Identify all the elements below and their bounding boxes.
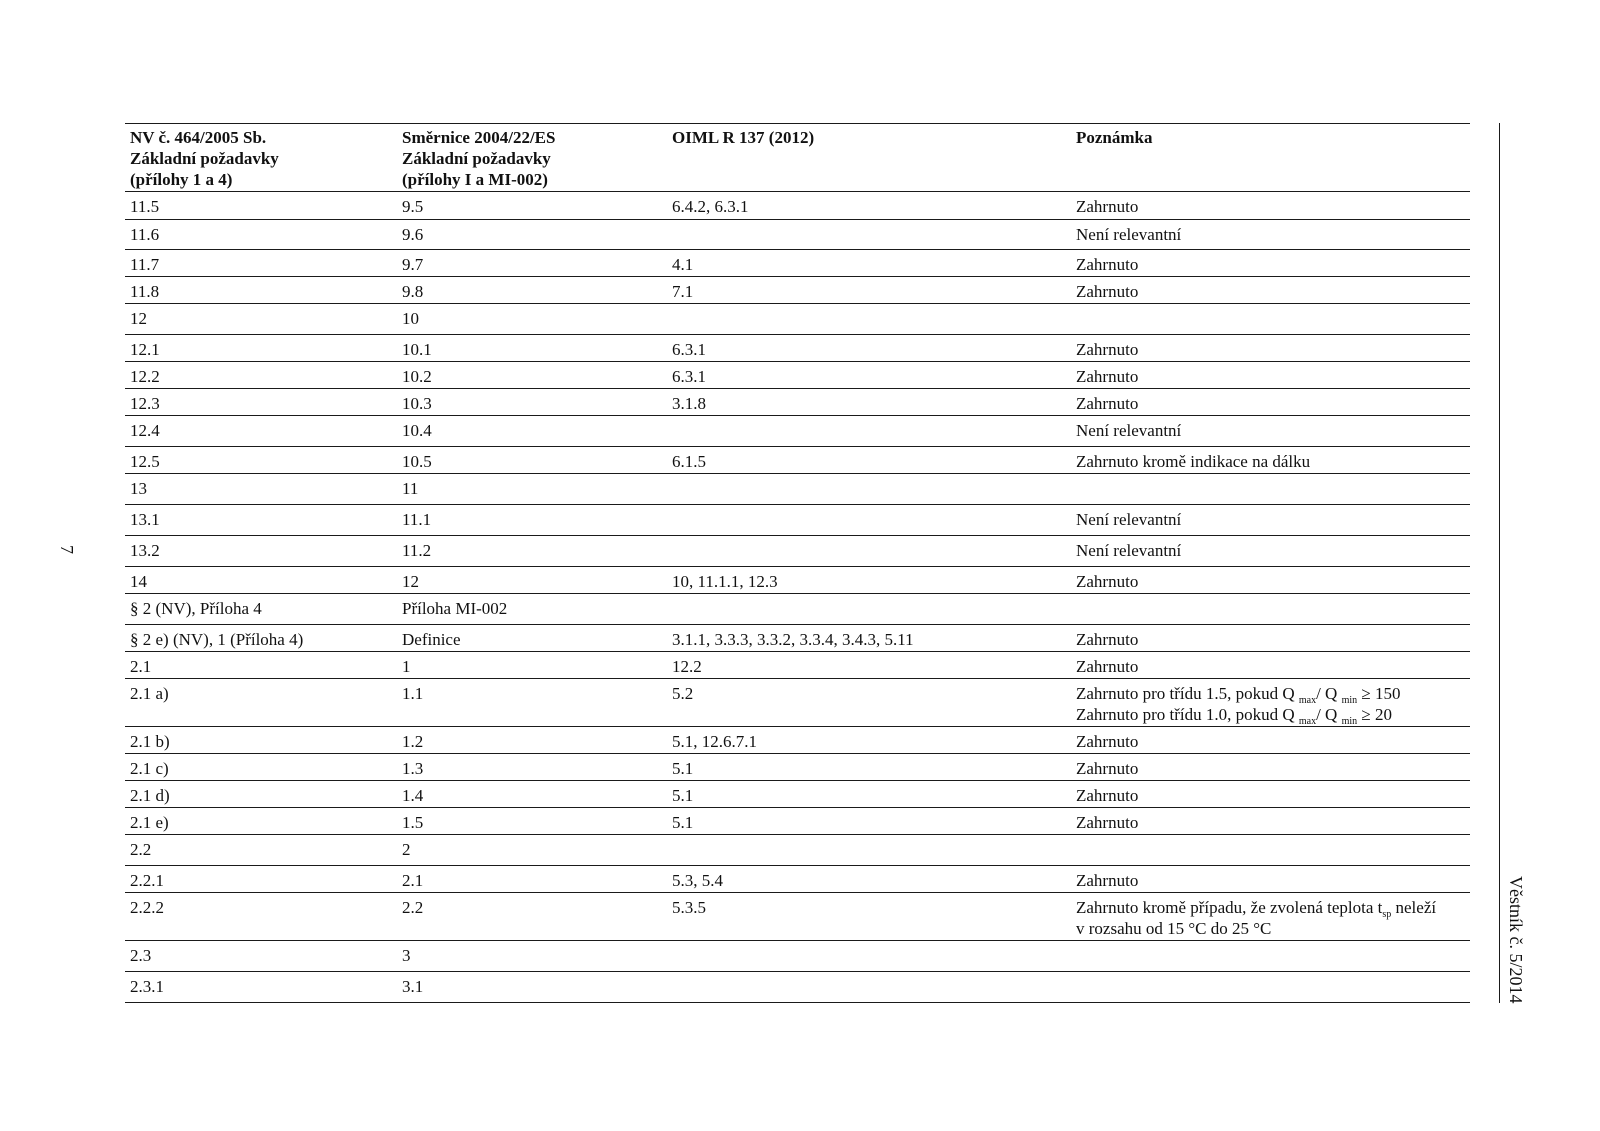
table-row	[125, 835, 1470, 866]
text-run: Zahrnuto kromě případu, že zvolená teplota t	[1076, 898, 1383, 917]
cell-nv-requirement: 12.1	[130, 340, 160, 359]
cell-note: Není relevantní	[1076, 510, 1182, 529]
table-row	[125, 893, 1470, 941]
running-header: Věstník č. 5/2014	[1506, 876, 1526, 1004]
cell-directive-requirement: 10.4	[402, 421, 432, 440]
header-cell-directive-requirement	[397, 124, 667, 191]
table-row	[125, 941, 1470, 972]
cell-nv-requirement: 2.3.1	[130, 977, 164, 996]
text-run: ≥ 20	[1357, 705, 1392, 724]
table-row	[125, 505, 1470, 536]
page-number: 7	[57, 545, 77, 554]
cell-directive-requirement: 1.1	[402, 684, 424, 703]
table-row	[125, 220, 1470, 250]
text-run: Zahrnuto pro třídu 1.5, pokud Q	[1076, 684, 1299, 703]
cell-oiml-reference	[667, 505, 1071, 535]
cell-line: Směrnice 2004/22/ES	[402, 128, 556, 147]
table-row	[125, 808, 1470, 835]
cell-directive-requirement: 11.1	[402, 510, 432, 529]
cell-oiml-reference: 10, 11.1.1, 12.3	[672, 572, 778, 591]
table-row	[125, 625, 1470, 652]
cell-oiml-reference: 4.1	[672, 255, 694, 274]
cell-line: OIML R 137 (2012)	[672, 128, 815, 147]
cell-nv-requirement: 12.3	[130, 394, 160, 413]
cell-directive-requirement: 10.3	[402, 394, 432, 413]
running-header-rule	[1499, 123, 1500, 1003]
subscript: min	[1341, 695, 1358, 706]
cell-nv-requirement: 14	[130, 572, 147, 591]
cell-line: (přílohy I a MI-002)	[402, 170, 548, 189]
cell-line: Poznámka	[1076, 128, 1153, 147]
cell-note: Zahrnuto	[1076, 759, 1139, 778]
table-row	[125, 447, 1470, 474]
cell-nv-requirement: 2.1 a)	[130, 684, 169, 703]
cell-directive-requirement: 2.1	[402, 871, 424, 890]
text-run: Zahrnuto pro třídu 1.0, pokud Q	[1076, 705, 1299, 724]
cell-oiml-reference: 3.1.8	[672, 394, 706, 413]
table-row	[125, 781, 1470, 808]
cell-note	[1071, 304, 1470, 334]
cell-note: Není relevantní	[1076, 541, 1182, 560]
text-run: ≥ 150	[1357, 684, 1401, 703]
cell-directive-requirement: 1	[402, 657, 411, 676]
cell-line: Základní požadavky	[402, 149, 551, 168]
cell-note	[1071, 972, 1470, 1002]
table-row	[125, 335, 1470, 362]
table-row	[125, 727, 1470, 754]
cell-note	[1071, 474, 1470, 504]
cell-oiml-reference	[667, 594, 1071, 624]
cell-nv-requirement: 2.1 d)	[130, 786, 170, 805]
cell-note	[1071, 594, 1470, 624]
cell-oiml-reference: 3.1.1, 3.3.3, 3.3.2, 3.3.4, 3.4.3, 5.11	[672, 630, 914, 649]
header-cell-note	[1071, 124, 1470, 191]
table-row	[125, 536, 1470, 567]
table-row	[125, 594, 1470, 625]
cell-oiml-reference	[667, 536, 1071, 566]
cell-oiml-reference	[667, 416, 1071, 446]
cell-note: Zahrnuto	[1076, 657, 1139, 676]
cell-note: Zahrnuto	[1076, 282, 1139, 301]
cell-nv-requirement: 2.2	[130, 840, 152, 859]
table-row	[125, 250, 1470, 277]
table-row	[125, 866, 1470, 893]
cell-oiml-reference	[667, 972, 1071, 1002]
cell-directive-requirement: 10.1	[402, 340, 432, 359]
cell-directive-requirement: 3.1	[402, 977, 424, 996]
cell-note	[1071, 835, 1470, 865]
cell-note	[1071, 679, 1470, 726]
table-row	[125, 416, 1470, 447]
cell-note	[1071, 893, 1470, 940]
cell-note: Zahrnuto	[1076, 394, 1139, 413]
cell-directive-requirement: 2.2	[402, 898, 424, 917]
cell-note: Zahrnuto kromě indikace na dálku	[1076, 452, 1311, 471]
text-run: neleží	[1391, 898, 1437, 917]
cell-directive-requirement: 9.8	[402, 282, 424, 301]
cell-directive-requirement: 1.2	[402, 732, 424, 751]
table-row	[125, 972, 1470, 1003]
cell-oiml-reference: 5.1	[672, 786, 694, 805]
cell-directive-requirement: 9.7	[402, 255, 424, 274]
cell-oiml-reference	[667, 220, 1071, 249]
table-row	[125, 652, 1470, 679]
cell-note: Zahrnuto	[1076, 871, 1139, 890]
cell-line	[1076, 897, 1470, 918]
cell-nv-requirement: 2.2.1	[130, 871, 164, 890]
cell-oiml-reference	[667, 941, 1071, 971]
cell-line: NV č. 464/2005 Sb.	[130, 128, 267, 147]
cell-directive-requirement: 12	[402, 572, 419, 591]
table-row	[125, 389, 1470, 416]
text-run: / Q	[1316, 705, 1342, 724]
cell-directive-requirement: 1.5	[402, 813, 424, 832]
table-row	[125, 679, 1470, 727]
cell-directive-requirement: 1.4	[402, 786, 424, 805]
cell-directive-requirement: 3	[402, 946, 411, 965]
text-run: / Q	[1316, 684, 1342, 703]
cell-nv-requirement: 12.5	[130, 452, 160, 471]
cell-note: Není relevantní	[1076, 225, 1182, 244]
subscript: max	[1298, 695, 1317, 706]
cell-directive-requirement: 10	[402, 309, 419, 328]
cell-directive-requirement: 11.2	[402, 541, 432, 560]
cell-note: Zahrnuto	[1076, 572, 1139, 591]
cell-oiml-reference: 5.1	[672, 759, 694, 778]
cell-nv-requirement: 11.8	[130, 282, 160, 301]
cell-line: Základní požadavky	[130, 149, 279, 168]
cell-oiml-reference: 5.2	[672, 684, 694, 703]
cell-note: Zahrnuto	[1076, 197, 1139, 216]
subscript: max	[1298, 716, 1317, 726]
table-row	[125, 567, 1470, 594]
cell-note: Zahrnuto	[1076, 367, 1139, 386]
cell-oiml-reference: 5.1	[672, 813, 694, 832]
table-row	[125, 192, 1470, 220]
table-row	[125, 362, 1470, 389]
cell-nv-requirement: 12	[130, 309, 147, 328]
cell-note: Není relevantní	[1076, 421, 1182, 440]
cell-nv-requirement: 2.1 c)	[130, 759, 169, 778]
cell-line: (přílohy 1 a 4)	[130, 170, 233, 189]
header-cell-oiml-reference	[667, 124, 1071, 191]
table-row	[125, 277, 1470, 304]
cell-directive-requirement: 9.5	[402, 197, 424, 216]
cell-oiml-reference	[667, 304, 1071, 334]
subscript: min	[1341, 716, 1358, 726]
cell-oiml-reference: 5.1, 12.6.7.1	[672, 732, 757, 751]
cell-line	[1076, 704, 1470, 725]
cell-nv-requirement: 2.1 e)	[130, 813, 169, 832]
cell-oiml-reference: 6.1.5	[672, 452, 706, 471]
cell-directive-requirement: Příloha MI-002	[402, 599, 508, 618]
cell-note: Zahrnuto	[1076, 786, 1139, 805]
cell-directive-requirement: 10.5	[402, 452, 432, 471]
requirements-table	[125, 123, 1470, 1003]
cell-directive-requirement: Definice	[402, 630, 461, 649]
cell-line	[1076, 683, 1470, 704]
cell-oiml-reference: 7.1	[672, 282, 694, 301]
cell-oiml-reference: 5.3.5	[672, 898, 706, 917]
cell-nv-requirement: 12.4	[130, 421, 160, 440]
cell-note: Zahrnuto	[1076, 340, 1139, 359]
subscript: sp	[1382, 909, 1392, 920]
cell-nv-requirement: 13.2	[130, 541, 160, 560]
cell-oiml-reference: 6.3.1	[672, 367, 706, 386]
cell-directive-requirement: 1.3	[402, 759, 424, 778]
cell-nv-requirement: 2.2.2	[130, 898, 164, 917]
cell-oiml-reference: 5.3, 5.4	[672, 871, 723, 890]
cell-nv-requirement: 13.1	[130, 510, 160, 529]
cell-directive-requirement: 10.2	[402, 367, 432, 386]
cell-line: v rozsahu od 15 °C do 25 °C	[1076, 919, 1272, 938]
cell-nv-requirement: 11.5	[130, 197, 160, 216]
cell-oiml-reference	[667, 835, 1071, 865]
cell-oiml-reference: 6.4.2, 6.3.1	[672, 197, 749, 216]
cell-note: Zahrnuto	[1076, 630, 1139, 649]
table-row	[125, 474, 1470, 505]
header-cell-nv-requirement	[125, 124, 397, 191]
cell-note: Zahrnuto	[1076, 255, 1139, 274]
table-row	[125, 754, 1470, 781]
cell-oiml-reference	[667, 474, 1071, 504]
cell-nv-requirement: § 2 (NV), Příloha 4	[130, 599, 262, 618]
cell-note: Zahrnuto	[1076, 813, 1139, 832]
cell-oiml-reference: 6.3.1	[672, 340, 706, 359]
cell-note	[1071, 941, 1470, 971]
cell-directive-requirement: 11	[402, 479, 419, 498]
table-header-row	[125, 124, 1470, 192]
cell-nv-requirement: § 2 e) (NV), 1 (Příloha 4)	[130, 630, 304, 649]
cell-nv-requirement: 2.3	[130, 946, 152, 965]
table-row	[125, 304, 1470, 335]
cell-nv-requirement: 2.1	[130, 657, 152, 676]
cell-nv-requirement: 12.2	[130, 367, 160, 386]
cell-directive-requirement: 2	[402, 840, 411, 859]
cell-nv-requirement: 13	[130, 479, 147, 498]
cell-oiml-reference: 12.2	[672, 657, 702, 676]
cell-note: Zahrnuto	[1076, 732, 1139, 751]
cell-nv-requirement: 11.7	[130, 255, 160, 274]
cell-nv-requirement: 11.6	[130, 225, 160, 244]
cell-nv-requirement: 2.1 b)	[130, 732, 170, 751]
cell-directive-requirement: 9.6	[402, 225, 424, 244]
